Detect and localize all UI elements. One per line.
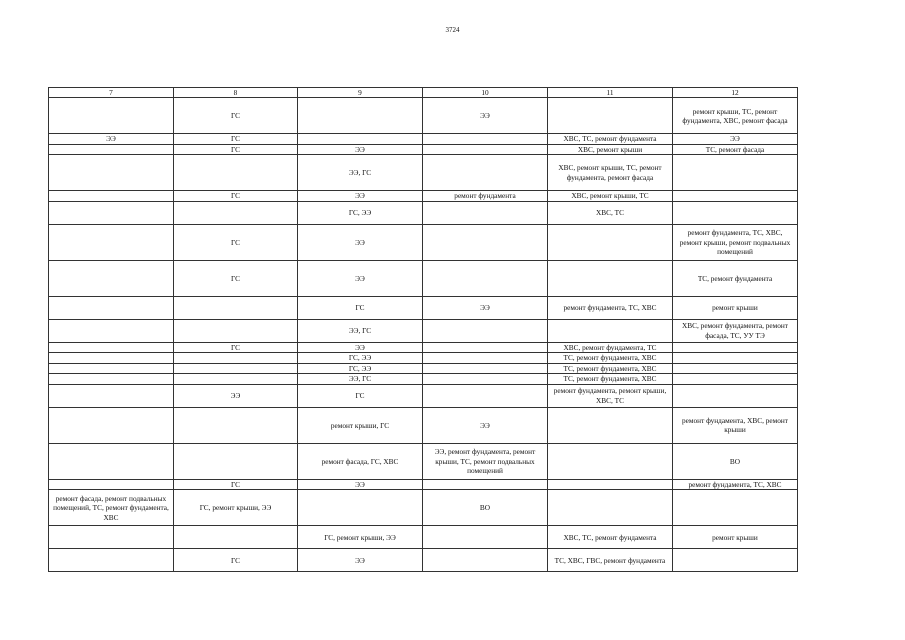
table-cell (548, 443, 673, 479)
table-cell: ГС (174, 224, 298, 260)
page-number: 3724 (445, 26, 460, 34)
table-cell: ЭЭ, ремонт фундамента, ремонт крыши, ТС, ремонт подвальных помещений (423, 443, 548, 479)
table-cell: ЭЭ (298, 342, 423, 352)
table-cell (423, 224, 548, 260)
table-cell: ЭЭ (423, 407, 548, 443)
table-cell (174, 155, 298, 191)
table-cell: ремонт фундамента, ТС, ХВС (548, 296, 673, 319)
table-cell (174, 296, 298, 319)
table-cell (298, 98, 423, 134)
table-row (49, 260, 798, 296)
table-cell: ремонт крыши (673, 296, 798, 319)
table-row (49, 407, 798, 443)
table-cell (423, 134, 548, 144)
table-cell (49, 374, 174, 384)
table-cell (423, 144, 548, 154)
table-cell: ХВС, ТС, ремонт фундамента (548, 134, 673, 144)
table-cell: ЭЭ (423, 296, 548, 319)
table-cell (673, 384, 798, 407)
table-cell (49, 407, 174, 443)
table-row (49, 363, 798, 373)
table-cell (174, 374, 298, 384)
table-cell (423, 201, 548, 224)
table-cell: ЭЭ (423, 98, 548, 134)
table-cell (49, 144, 174, 154)
table-cell: ГС (298, 296, 423, 319)
table-cell (298, 490, 423, 526)
table-cell: ТС, ремонт фундамента, ХВС (548, 374, 673, 384)
table-cell: ремонт фундамента, ХВС, ремонт крыши (673, 407, 798, 443)
column-header: 7 (49, 88, 174, 98)
table-cell (548, 98, 673, 134)
table-cell: ГС, ремонт крыши, ЭЭ (174, 490, 298, 526)
table-cell: ЭЭ (298, 191, 423, 201)
table-cell: ЭЭ, ГС (298, 374, 423, 384)
table-cell (49, 319, 174, 342)
table-cell: ХВС, ТС, ремонт фундамента (548, 526, 673, 549)
table-cell (423, 363, 548, 373)
table-row (49, 443, 798, 479)
table-cell: ЭЭ (298, 224, 423, 260)
table-cell: ГС (174, 134, 298, 144)
table-cell (673, 353, 798, 363)
table-cell (423, 526, 548, 549)
table-cell (423, 342, 548, 352)
table-cell (49, 296, 174, 319)
table-cell: ЭЭ (673, 134, 798, 144)
table-cell: ЭЭ (174, 384, 298, 407)
works-table (48, 87, 798, 572)
table-cell (49, 363, 174, 373)
table-cell: ГС, ЭЭ (298, 353, 423, 363)
table-cell: ремонт фундамента, ремонт крыши, ХВС, ТС (548, 384, 673, 407)
table-cell (673, 490, 798, 526)
table-cell: ТС, ХВС, ГВС, ремонт фундамента (548, 549, 673, 572)
table-cell: ГС (174, 144, 298, 154)
column-header: 11 (548, 88, 673, 98)
table-cell (673, 549, 798, 572)
table-cell (49, 443, 174, 479)
header-row (49, 88, 798, 98)
table-cell (174, 526, 298, 549)
table-cell (548, 319, 673, 342)
table-cell: ТС, ремонт фундамента (673, 260, 798, 296)
table-cell (298, 134, 423, 144)
table-cell (174, 319, 298, 342)
table-cell (423, 549, 548, 572)
table-cell: ХВС, ремонт крыши, ТС (548, 191, 673, 201)
column-header: 8 (174, 88, 298, 98)
table-row (49, 490, 798, 526)
table-cell (423, 384, 548, 407)
table-cell (174, 201, 298, 224)
table-cell: ремонт крыши, ТС, ремонт фундамента, ХВС, ремонт фасада (673, 98, 798, 134)
table-row (49, 191, 798, 201)
table-cell (548, 224, 673, 260)
table-row (49, 201, 798, 224)
table-cell: ремонт фундамента, ТС, ХВС (673, 479, 798, 489)
table-cell: ЭЭ, ГС (298, 319, 423, 342)
table-cell: ЭЭ (298, 479, 423, 489)
table-cell (174, 363, 298, 373)
table-cell: ГС (298, 384, 423, 407)
table-cell: ХВС, ТС (548, 201, 673, 224)
table-cell (423, 260, 548, 296)
table-row (49, 134, 798, 144)
table-row (49, 549, 798, 572)
table-cell (423, 353, 548, 363)
table-cell: ремонт крыши (673, 526, 798, 549)
table-row (49, 353, 798, 363)
table-cell (174, 443, 298, 479)
table-cell (49, 224, 174, 260)
table-row (49, 224, 798, 260)
table-row (49, 296, 798, 319)
table-cell (673, 342, 798, 352)
table-cell (174, 407, 298, 443)
table-cell: ремонт фундамента (423, 191, 548, 201)
column-header: 9 (298, 88, 423, 98)
table-row (49, 479, 798, 489)
table-cell: ГС, ЭЭ (298, 201, 423, 224)
table-cell (49, 191, 174, 201)
table-cell: ремонт крыши, ГС (298, 407, 423, 443)
table-cell: ТС, ремонт фасада (673, 144, 798, 154)
table-cell: ЭЭ, ГС (298, 155, 423, 191)
table-cell (548, 407, 673, 443)
table-cell (49, 260, 174, 296)
table-row (49, 155, 798, 191)
table-cell (673, 155, 798, 191)
table-cell: ВО (423, 490, 548, 526)
table-row (49, 526, 798, 549)
table-cell (49, 353, 174, 363)
table-row (49, 342, 798, 352)
table-cell (423, 479, 548, 489)
table-cell: ГС, ЭЭ (298, 363, 423, 373)
table-cell: ТС, ремонт фундамента, ХВС (548, 353, 673, 363)
table-row (49, 374, 798, 384)
table-cell: ЭЭ (298, 260, 423, 296)
table-cell: ЭЭ (49, 134, 174, 144)
table-cell (673, 363, 798, 373)
table-row (49, 319, 798, 342)
table-row (49, 144, 798, 154)
table-cell: ГС (174, 191, 298, 201)
table-cell (49, 201, 174, 224)
table-cell (49, 342, 174, 352)
table-cell (423, 319, 548, 342)
table-cell: ГС (174, 342, 298, 352)
table-cell (548, 479, 673, 489)
column-header: 12 (673, 88, 798, 98)
table-cell (423, 155, 548, 191)
table-cell (673, 374, 798, 384)
table-cell: ремонт фасада, ремонт подвальных помещений, ТС, ремонт фундамента, ХВС (49, 490, 174, 526)
table-cell: ГС (174, 549, 298, 572)
table-cell (548, 260, 673, 296)
table-cell: ХВС, ремонт фундамента, ТС (548, 342, 673, 352)
table-cell (49, 155, 174, 191)
table-cell: ремонт фасада, ГС, ХВС (298, 443, 423, 479)
table-cell: ЭЭ (298, 549, 423, 572)
table-cell: ремонт фундамента, ТС, ХВС, ремонт крыши, ремонт подвальных помещений (673, 224, 798, 260)
table-cell (49, 98, 174, 134)
column-header: 10 (423, 88, 548, 98)
table-cell: ГС, ремонт крыши, ЭЭ (298, 526, 423, 549)
table-cell (174, 353, 298, 363)
table-cell: ГС (174, 98, 298, 134)
table-cell (49, 549, 174, 572)
table-row (49, 384, 798, 407)
table-cell (49, 479, 174, 489)
table-cell: ГС (174, 479, 298, 489)
table-cell (548, 490, 673, 526)
table-cell: ЭЭ (298, 144, 423, 154)
table-cell: ТС, ремонт фундамента, ХВС (548, 363, 673, 373)
table-cell: ХВС, ремонт крыши (548, 144, 673, 154)
table-cell (673, 201, 798, 224)
table-cell (423, 374, 548, 384)
table-cell: ГС (174, 260, 298, 296)
table-cell (49, 526, 174, 549)
table-cell: ХВС, ремонт фундамента, ремонт фасада, ТС, УУ ТЭ (673, 319, 798, 342)
table-cell (49, 384, 174, 407)
table-cell: ХВС, ремонт крыши, ТС, ремонт фундамента, ремонт фасада (548, 155, 673, 191)
table-cell (673, 191, 798, 201)
table-cell: ВО (673, 443, 798, 479)
table-row (49, 98, 798, 134)
